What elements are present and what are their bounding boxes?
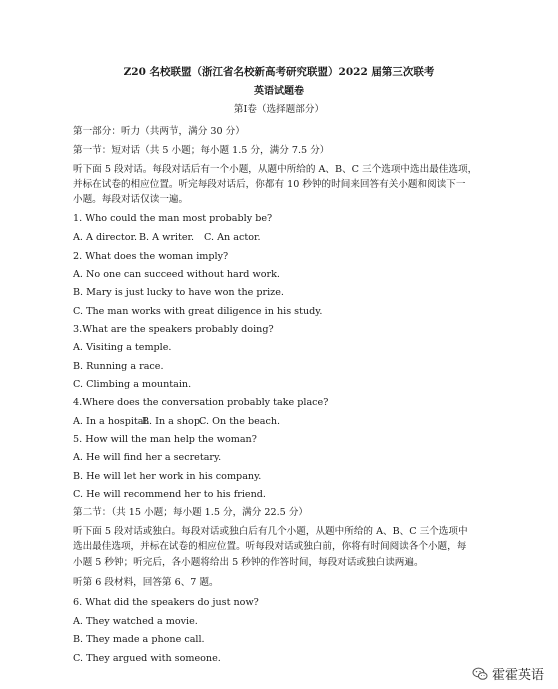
section1-instruction-line: 听下面 5 段对话。每段对话后有一个小题，从题中所给的 A、B、C 三个选项中选出最佳选项， xyxy=(73,164,478,175)
option-c: C. An actor. xyxy=(204,232,261,243)
question-2-option-a: A. No one can succeed without hard work. xyxy=(73,269,280,280)
question-6-stem: 6. What did the speakers do just now? xyxy=(73,597,259,608)
watermark-text: 霍霍英语 xyxy=(491,668,544,683)
section2-instruction-line: 听下面 5 段对话或独白。每段对话或独白后有几个小题，从题中所给的 A、B、C 三个选项中 xyxy=(73,526,468,537)
option-a: A. A director. xyxy=(73,232,138,243)
question-4-stem: 4.Where does the conversation probably take place? xyxy=(73,397,329,408)
question-3-option-b: B. Running a race. xyxy=(73,361,164,372)
section1-instruction-line: 并标在试卷的相应位置。听完每段对话后，你都有 10 秒钟的时间来回答有关小题和阅读下一 xyxy=(73,179,466,190)
question-5-stem: 5. How will the man help the woman? xyxy=(73,434,257,445)
question-1-options xyxy=(73,232,261,244)
question-6-option-b: B. They made a phone call. xyxy=(73,634,205,645)
question-2-stem: 2. What does the woman imply? xyxy=(73,251,229,262)
section1-instruction-line: 小题。每段对话仅读一遍。 xyxy=(73,194,189,205)
question-2-option-b: B. Mary is just lucky to have won the prize. xyxy=(73,287,284,298)
question-2-option-c: C. The man works with great diligence in his study. xyxy=(73,306,323,317)
question-1-stem: 1. Who could the man most probably be? xyxy=(73,213,273,224)
part1-heading: 第一部分：听力（共两节，满分 30 分） xyxy=(73,126,245,137)
section1-heading: 第一节：短对话（共 5 小题；每小题 1.5 分，满分 7.5 分） xyxy=(73,145,330,156)
exam-subtitle: 英语试题卷 xyxy=(254,86,304,97)
question-6-option-a: A. They watched a movie. xyxy=(73,616,198,627)
question-5-option-c: C. He will recommend her to his friend. xyxy=(73,489,266,500)
watermark xyxy=(472,664,544,683)
option-b: B. A writer. xyxy=(139,232,195,243)
option-b: B. In a shop. xyxy=(142,416,204,427)
question-5-option-b: B. He will let her work in his company. xyxy=(73,471,262,482)
wechat-icon xyxy=(472,667,488,681)
question-3-option-c: C. Climbing a mountain. xyxy=(73,379,192,390)
section2-instruction-line: 小题 5 秒钟；听完后，各小题将给出 5 秒钟的作答时间，每段对话或独白读两遍。 xyxy=(73,557,424,568)
volume-heading: 第Ⅰ卷（选择题部分） xyxy=(233,104,325,115)
section2-heading: 第二节：（共 15 小题；每小题 1.5 分，满分 22.5 分） xyxy=(73,507,309,518)
option-a: A. In a hospital. xyxy=(73,416,150,427)
question-6-option-c: C. They argued with someone. xyxy=(73,653,221,664)
material-label: 听第 6 段材料，回答第 6、7 题。 xyxy=(73,577,219,588)
section2-instruction-line: 选出最佳选项，并标在试卷的相应位置。听每段对话或独白前，你将有时间阅读各个小题，每 xyxy=(73,541,467,552)
question-4-options xyxy=(73,416,280,428)
question-3-stem: 3.What are the speakers probably doing? xyxy=(73,324,274,335)
exam-title: Z20 名校联盟（浙江省名校新高考研究联盟）2022 届第三次联考 xyxy=(123,66,435,78)
question-3-option-a: A. Visiting a temple. xyxy=(73,342,172,353)
option-c: C. On the beach. xyxy=(199,416,281,427)
question-5-option-a: A. He will find her a secretary. xyxy=(73,452,222,463)
